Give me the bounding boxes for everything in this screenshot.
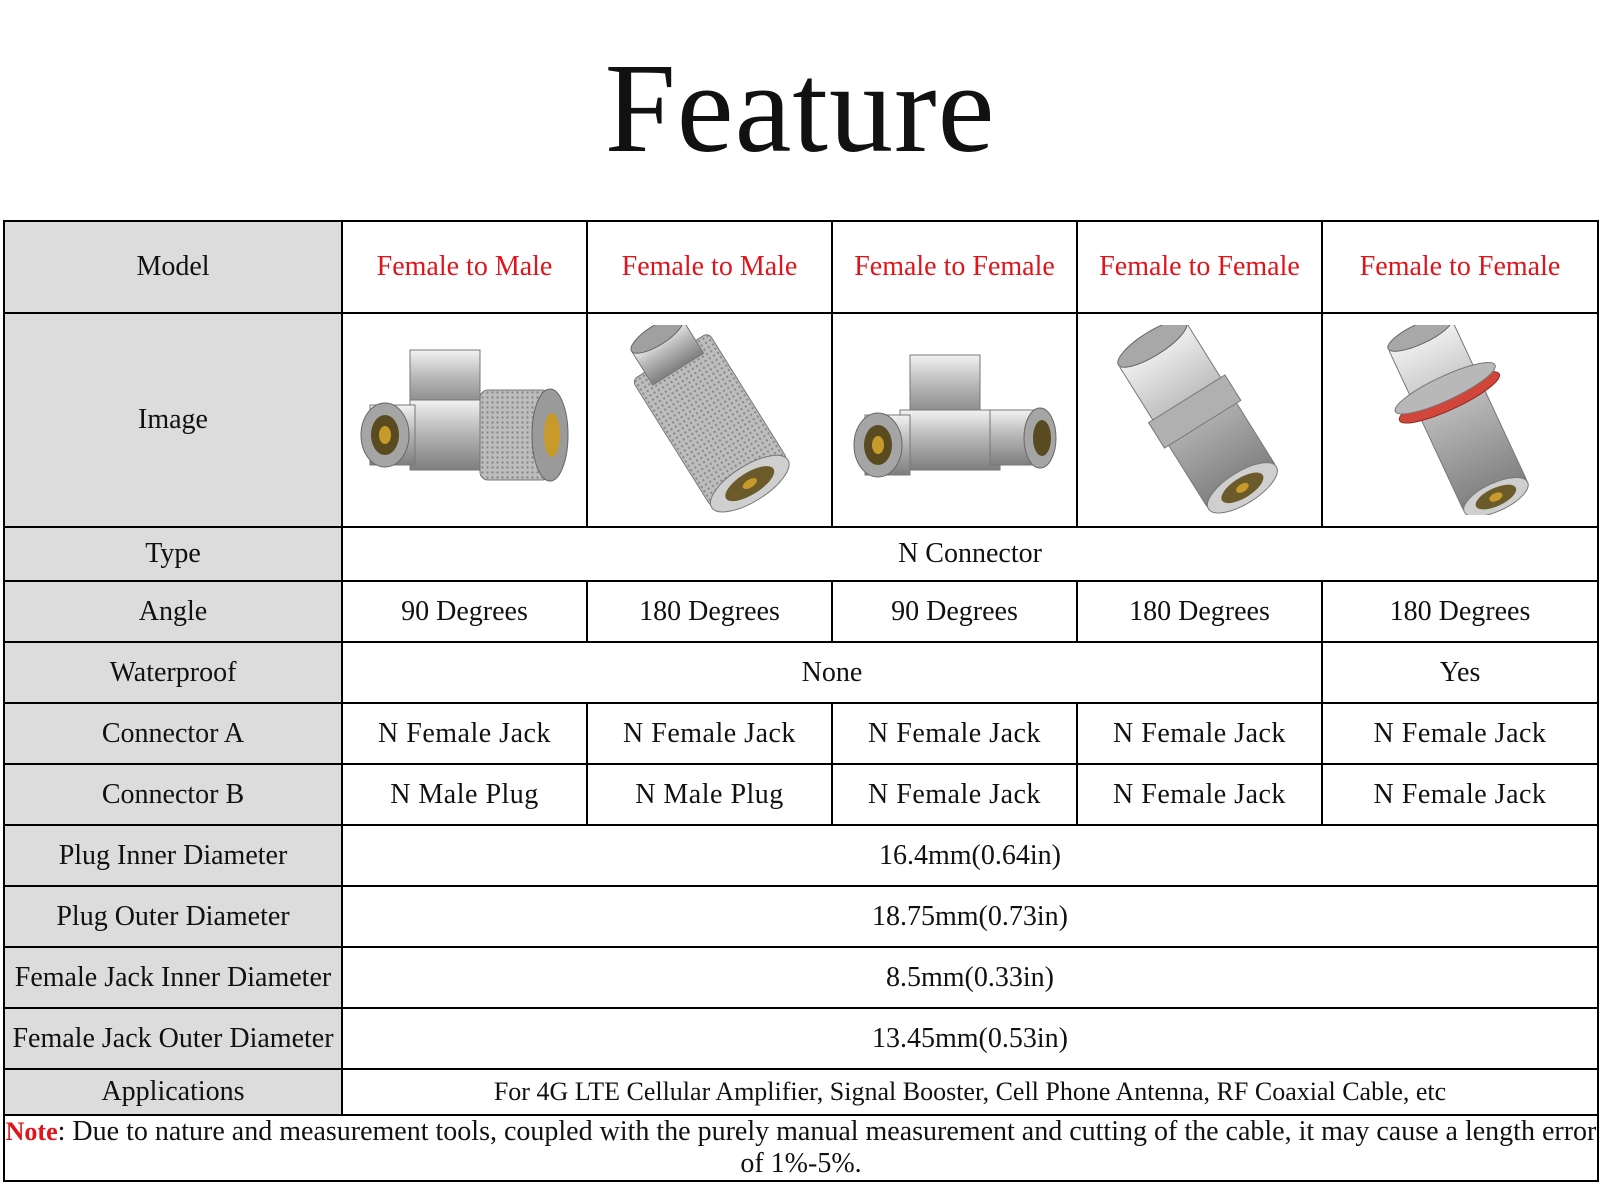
row-plug-inner [4, 825, 1598, 886]
connector-b-cell: N Female Jack [1077, 764, 1322, 825]
row-angle [4, 581, 1598, 642]
plug-outer-value: 18.75mm(0.73in) [342, 886, 1598, 947]
waterproof-yes: Yes [1322, 642, 1598, 703]
label-angle: Angle [4, 581, 342, 642]
angle-cell: 180 Degrees [587, 581, 832, 642]
plug-inner-value: 16.4mm(0.64in) [342, 825, 1598, 886]
connector-b-cell: N Male Plug [587, 764, 832, 825]
label-model: Model [4, 221, 342, 313]
row-type [4, 527, 1598, 581]
row-model [4, 221, 1598, 313]
model-cell: Female to Male [587, 221, 832, 313]
row-connector-a [4, 703, 1598, 764]
jack-inner-value: 8.5mm(0.33in) [342, 947, 1598, 1008]
label-image: Image [4, 313, 342, 527]
angle-cell: 180 Degrees [1322, 581, 1598, 642]
label-plug-inner: Plug Inner Diameter [4, 825, 342, 886]
connector-b-cell: N Female Jack [832, 764, 1077, 825]
row-image [4, 313, 1598, 527]
connector-b-cell: N Male Plug [342, 764, 587, 825]
right-angle-female-to-male-adapter-image [350, 330, 580, 510]
image-cell [1322, 313, 1598, 527]
connector-a-cell: N Female Jack [1322, 703, 1598, 764]
right-angle-female-to-female-adapter-image [840, 330, 1070, 510]
note-text: : Due to nature and measurement tools, coupled with the purely manual measurement and cutting of the cable, it may cause a length error of 1%-5%. [57, 1116, 1597, 1179]
straight-female-to-male-adapter-image [610, 325, 810, 515]
label-waterproof: Waterproof [4, 642, 342, 703]
label-applications: Applications [4, 1069, 342, 1115]
label-plug-outer: Plug Outer Diameter [4, 886, 342, 947]
model-cell: Female to Female [1322, 221, 1598, 313]
model-cell: Female to Male [342, 221, 587, 313]
angle-cell: 90 Degrees [832, 581, 1077, 642]
label-type: Type [4, 527, 342, 581]
image-cell [587, 313, 832, 527]
connector-b-cell: N Female Jack [1322, 764, 1598, 825]
connector-a-cell: N Female Jack [342, 703, 587, 764]
waterproof-none: None [342, 642, 1322, 703]
model-cell: Female to Female [832, 221, 1077, 313]
straight-female-to-female-adapter-image [1100, 325, 1300, 515]
row-jack-outer [4, 1008, 1598, 1069]
note-label: Note [5, 1117, 58, 1146]
connector-a-cell: N Female Jack [832, 703, 1077, 764]
row-plug-outer [4, 886, 1598, 947]
applications-value: For 4G LTE Cellular Amplifier, Signal Booster, Cell Phone Antenna, RF Coaxial Cable, etc [342, 1069, 1598, 1115]
row-connector-b [4, 764, 1598, 825]
row-jack-inner [4, 947, 1598, 1008]
angle-cell: 180 Degrees [1077, 581, 1322, 642]
label-jack-inner: Female Jack Inner Diameter [4, 947, 342, 1008]
bulkhead-female-to-female-adapter-image [1360, 325, 1560, 515]
connector-a-cell: N Female Jack [587, 703, 832, 764]
row-applications [4, 1069, 1598, 1115]
image-cell [1077, 313, 1322, 527]
model-cell: Female to Female [1077, 221, 1322, 313]
row-waterproof [4, 642, 1598, 703]
feature-table [3, 220, 1599, 1182]
image-cell [342, 313, 587, 527]
row-note [4, 1115, 1598, 1181]
page-title: Feature [604, 37, 996, 179]
connector-a-cell: N Female Jack [1077, 703, 1322, 764]
note-cell [4, 1115, 1598, 1181]
image-cell [832, 313, 1077, 527]
label-connector-a: Connector A [4, 703, 342, 764]
label-connector-b: Connector B [4, 764, 342, 825]
type-value: N Connector [342, 527, 1598, 581]
jack-outer-value: 13.45mm(0.53in) [342, 1008, 1598, 1069]
label-jack-outer: Female Jack Outer Diameter [4, 1008, 342, 1069]
angle-cell: 90 Degrees [342, 581, 587, 642]
